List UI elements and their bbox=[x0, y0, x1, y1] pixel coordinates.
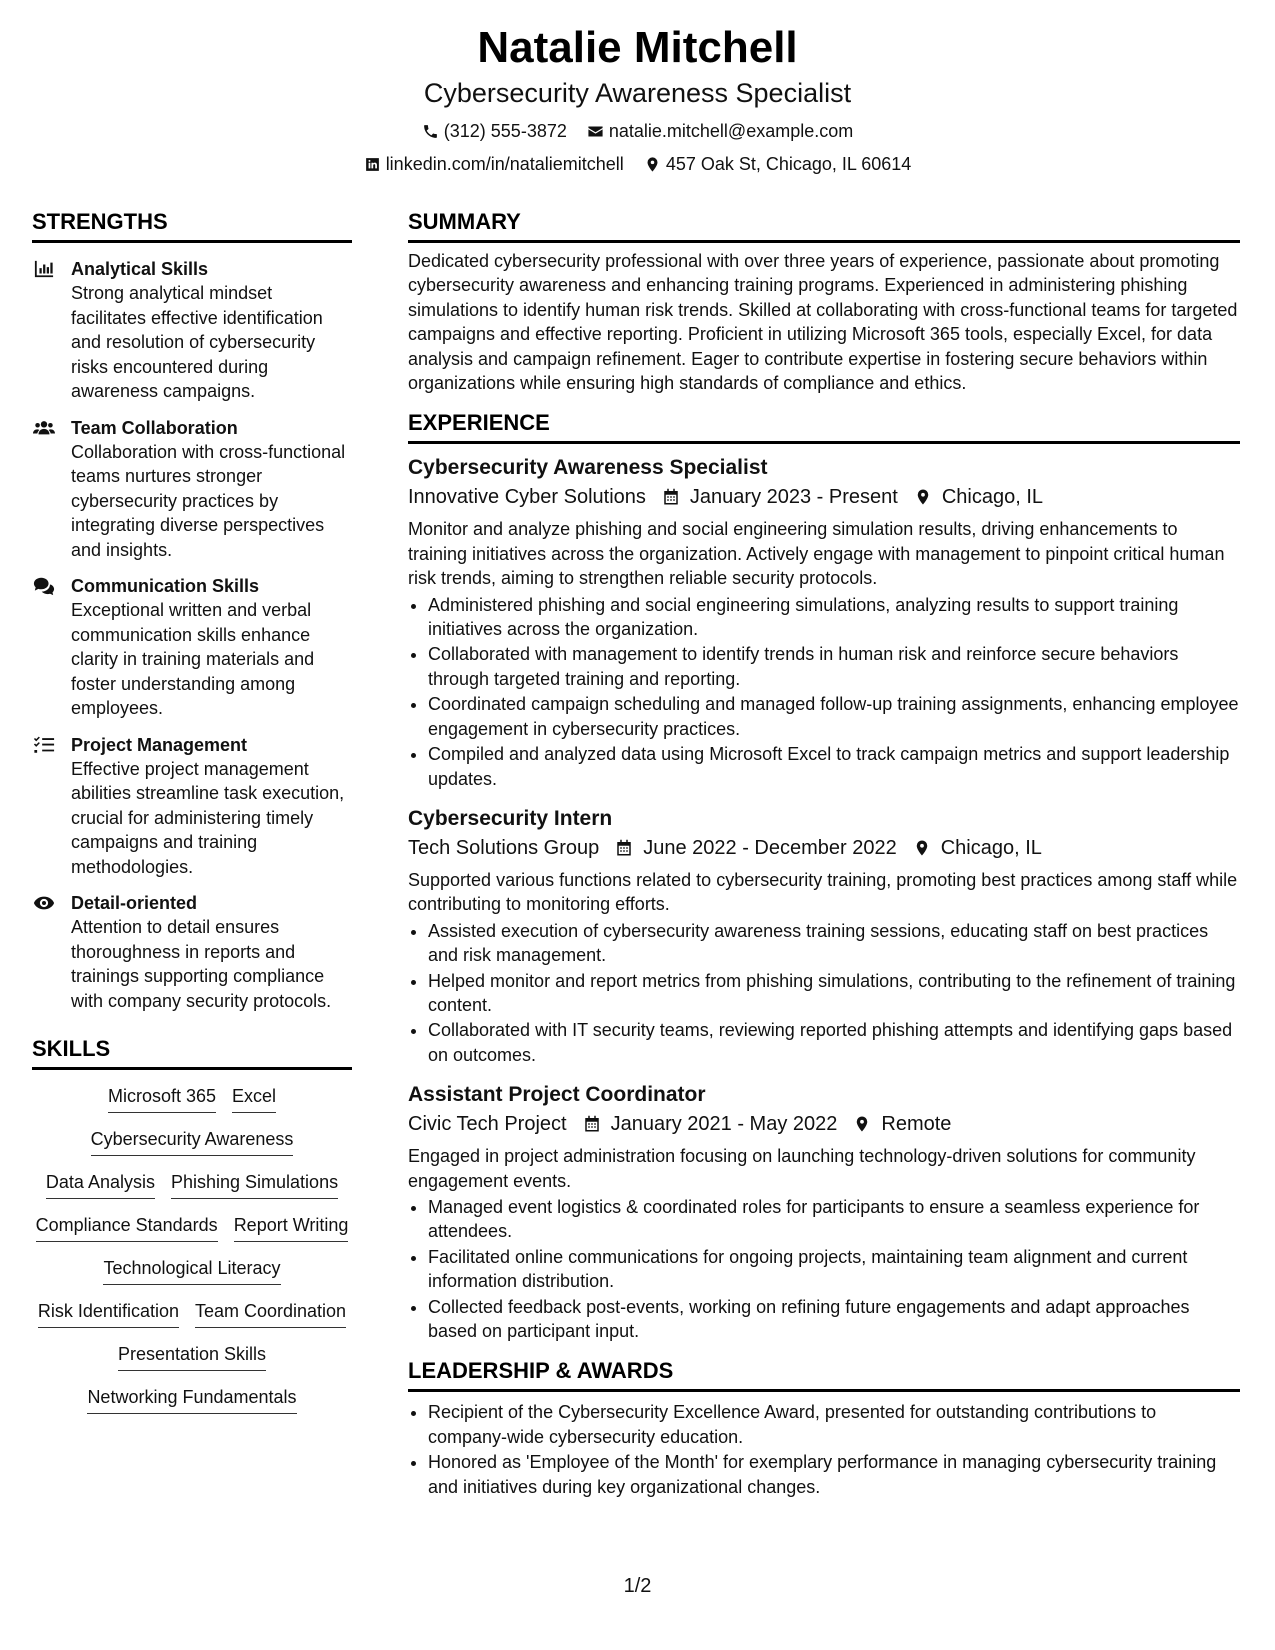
strengths-section bbox=[32, 208, 352, 1013]
strength-title: Communication Skills bbox=[71, 576, 260, 596]
location-text: Remote bbox=[881, 1113, 952, 1136]
comments-icon bbox=[33, 576, 55, 596]
job-location bbox=[913, 834, 1042, 862]
awards-section bbox=[408, 1357, 1240, 1499]
map-pin-icon bbox=[853, 1115, 871, 1133]
strengths-heading: STRENGTHS bbox=[32, 208, 352, 243]
list-item: • Recipient of the Cybersecurity Excellence Award, presented for outstanding contributions to company-wide cybersecurity education. bbox=[428, 1400, 1240, 1449]
job-bullets bbox=[408, 593, 1240, 791]
strength-item bbox=[32, 733, 352, 880]
address-contact bbox=[644, 153, 912, 175]
strength-desc: Strong analytical mindset facilitates effective identification and resolution of cybersecurity risks encountered during awareness campaigns. bbox=[71, 283, 323, 401]
skills-list bbox=[32, 1084, 352, 1414]
bar-chart-icon bbox=[33, 259, 55, 279]
strength-title: Team Collaboration bbox=[71, 417, 238, 438]
skill-tag: Cybersecurity Awareness bbox=[91, 1127, 294, 1156]
strength-desc: Collaboration with cross-functional teams nurtures stronger cybersecurity practices by integrating diverse perspectives and insights. bbox=[71, 441, 346, 560]
strength-title: Detail-oriented bbox=[71, 893, 198, 913]
users-icon bbox=[33, 418, 55, 438]
summary-section bbox=[408, 208, 1240, 395]
list-item: • Managed event logistics & coordinated roles for participants to ensure a seamless experience for attendees. bbox=[428, 1195, 1240, 1244]
candidate-name: Natalie Mitchell bbox=[477, 23, 798, 72]
strength-item bbox=[32, 574, 352, 721]
map-pin-icon bbox=[913, 839, 931, 857]
map-pin-icon bbox=[644, 156, 661, 173]
skill-tag: Phishing Simulations bbox=[171, 1170, 338, 1199]
skill-tag: Team Coordination bbox=[195, 1299, 346, 1328]
list-item: • Collaborated with IT security teams, reviewing reported phishing attempts and identifying gaps based on outcomes. bbox=[428, 1018, 1240, 1067]
contact-row-2 bbox=[0, 153, 1275, 175]
list-item: • Compiled and analyzed data using Microsoft Excel to track campaign metrics and support leadership updates. bbox=[428, 742, 1240, 791]
linkedin-contact[interactable] bbox=[364, 153, 624, 175]
job-title: Assistant Project Coordinator bbox=[408, 1083, 706, 1107]
calendar-icon bbox=[615, 839, 633, 857]
list-item: • Facilitated online communications for ongoing projects, maintaining team alignment and current information distribution. bbox=[428, 1245, 1240, 1294]
job-description: Monitor and analyze phishing and social engineering simulation results, driving enhancements to training initiatives across the organization. Actively engage with management to pinpoint critical human risk trends, aiming to strengthen reliable security protocols. bbox=[408, 519, 1225, 589]
job-location bbox=[853, 1110, 951, 1138]
dates-text: June 2022 - December 2022 bbox=[643, 836, 897, 859]
strength-title: Analytical Skills bbox=[71, 259, 209, 279]
company-name: Civic Tech Project bbox=[408, 1113, 567, 1136]
job-bullets bbox=[408, 1195, 1240, 1343]
experience-heading: EXPERIENCE bbox=[408, 409, 1240, 444]
email-contact[interactable] bbox=[587, 120, 853, 142]
email-link[interactable]: natalie.mitchell@example.com bbox=[608, 121, 854, 141]
strength-item bbox=[32, 257, 352, 404]
job-meta bbox=[408, 1110, 1240, 1138]
list-item: • Assisted execution of cybersecurity awareness training sessions, educating staff on best practices and risk management. bbox=[428, 919, 1240, 968]
list-item: • Helped monitor and report metrics from phishing simulations, contributing to the refinement of training content. bbox=[428, 969, 1240, 1018]
strength-desc: Exceptional written and verbal communication skills enhance clarity in training materials and foster understanding among employees. bbox=[71, 600, 315, 718]
address-text: 457 Oak St, Chicago, IL 60614 bbox=[665, 154, 912, 174]
strength-item bbox=[32, 416, 352, 563]
skills-heading: SKILLS bbox=[32, 1035, 352, 1070]
phone-contact bbox=[422, 120, 567, 142]
skill-tag: Microsoft 365 bbox=[108, 1084, 216, 1113]
dates-text: January 2023 - Present bbox=[689, 486, 898, 509]
list-item: • Coordinated campaign scheduling and managed follow-up training assignments, enhancing employee engagement in cybersecurity practices. bbox=[428, 692, 1240, 741]
calendar-icon bbox=[583, 1115, 601, 1133]
job-entry bbox=[408, 1081, 1240, 1343]
job-title: Cybersecurity Intern bbox=[408, 806, 613, 830]
linkedin-link[interactable]: linkedin.com/in/nataliemitchell bbox=[385, 154, 624, 174]
left-column bbox=[32, 208, 352, 1414]
job-bullets bbox=[408, 919, 1240, 1067]
task-list-icon bbox=[33, 735, 55, 755]
list-item: • Collected feedback post-events, working on refining future engagements and adapt approaches based on participant input. bbox=[428, 1295, 1240, 1344]
awards-list bbox=[408, 1400, 1240, 1499]
awards-heading: LEADERSHIP & AWARDS bbox=[408, 1357, 1240, 1392]
phone-text: (312) 555-3872 bbox=[443, 121, 567, 141]
strength-desc: Attention to detail ensures thoroughness in reports and trainings supporting compliance with company security protocols. bbox=[71, 917, 332, 1011]
job-dates bbox=[583, 1110, 838, 1138]
skill-tag: Compliance Standards bbox=[36, 1213, 218, 1242]
right-column bbox=[408, 208, 1240, 1500]
skill-tag: Excel bbox=[232, 1084, 276, 1113]
job-entry bbox=[408, 805, 1240, 1067]
list-item: • Honored as 'Employee of the Month' for exemplary performance in managing cybersecurity training and initiatives during key organizational changes. bbox=[428, 1450, 1240, 1499]
skill-tag: Risk Identification bbox=[38, 1299, 179, 1328]
job-dates bbox=[615, 834, 897, 862]
phone-icon bbox=[422, 123, 439, 140]
map-pin-icon bbox=[914, 488, 932, 506]
list-item: • Administered phishing and social engineering simulations, analyzing results to support training initiatives across the organization. bbox=[428, 593, 1240, 642]
list-item: • Collaborated with management to identify trends in human risk and reinforce secure behaviors through targeted training and reporting. bbox=[428, 642, 1240, 691]
page-number: 1/2 bbox=[623, 1575, 652, 1597]
location-text: Chicago, IL bbox=[940, 836, 1042, 859]
job-meta bbox=[408, 834, 1240, 862]
company-name: Innovative Cyber Solutions bbox=[408, 486, 646, 509]
skill-tag: Data Analysis bbox=[46, 1170, 155, 1199]
job-dates bbox=[662, 483, 898, 511]
skill-tag: Networking Fundamentals bbox=[87, 1385, 296, 1414]
strength-title: Project Management bbox=[71, 734, 248, 755]
summary-heading: SUMMARY bbox=[408, 208, 1240, 243]
location-text: Chicago, IL bbox=[941, 486, 1043, 509]
job-description: Supported various functions related to cybersecurity training, promoting best practices among staff while contributing to monitoring efforts. bbox=[408, 869, 1238, 915]
experience-section bbox=[408, 409, 1240, 1343]
strength-item bbox=[32, 891, 352, 1013]
skill-tag: Report Writing bbox=[234, 1213, 349, 1242]
skill-tag: Technological Literacy bbox=[103, 1256, 280, 1285]
job-entry bbox=[408, 454, 1240, 790]
job-description: Engaged in project administration focusing on launching technology-driven solutions for community engagement events. bbox=[408, 1146, 1196, 1191]
contact-row-1 bbox=[0, 120, 1275, 142]
job-location bbox=[914, 483, 1043, 511]
dates-text: January 2021 - May 2022 bbox=[610, 1113, 838, 1136]
company-name: Tech Solutions Group bbox=[408, 836, 600, 859]
envelope-icon bbox=[587, 123, 604, 140]
candidate-title: Cybersecurity Awareness Specialist bbox=[423, 78, 852, 108]
eye-icon bbox=[33, 893, 55, 913]
skills-section bbox=[32, 1035, 352, 1414]
calendar-icon bbox=[662, 488, 680, 506]
skill-tag: Presentation Skills bbox=[118, 1342, 266, 1371]
job-title: Cybersecurity Awareness Specialist bbox=[408, 456, 768, 480]
strength-desc: Effective project management abilities streamline task execution, crucial for administering timely campaigns and training methodologies. bbox=[71, 758, 345, 877]
job-meta bbox=[408, 483, 1240, 511]
summary-text: Dedicated cybersecurity professional with over three years of experience, passionate about promoting cybersecurity awareness and enhancing training programs. Experienced in administering phishing simulations to identify human risk trends. Skilled at collaborating with cross-functional teams for targeted campaigns and effective reporting. Proficient in utilizing Microsoft 365 tools, especially Excel, for data analysis and campaign refinement. Eager to contribute expertise in fostering secure behaviors within organizations while ensuring high standards of compliance and ethics. bbox=[408, 251, 1238, 394]
resume-header bbox=[0, 20, 1275, 175]
linkedin-icon bbox=[364, 156, 381, 173]
